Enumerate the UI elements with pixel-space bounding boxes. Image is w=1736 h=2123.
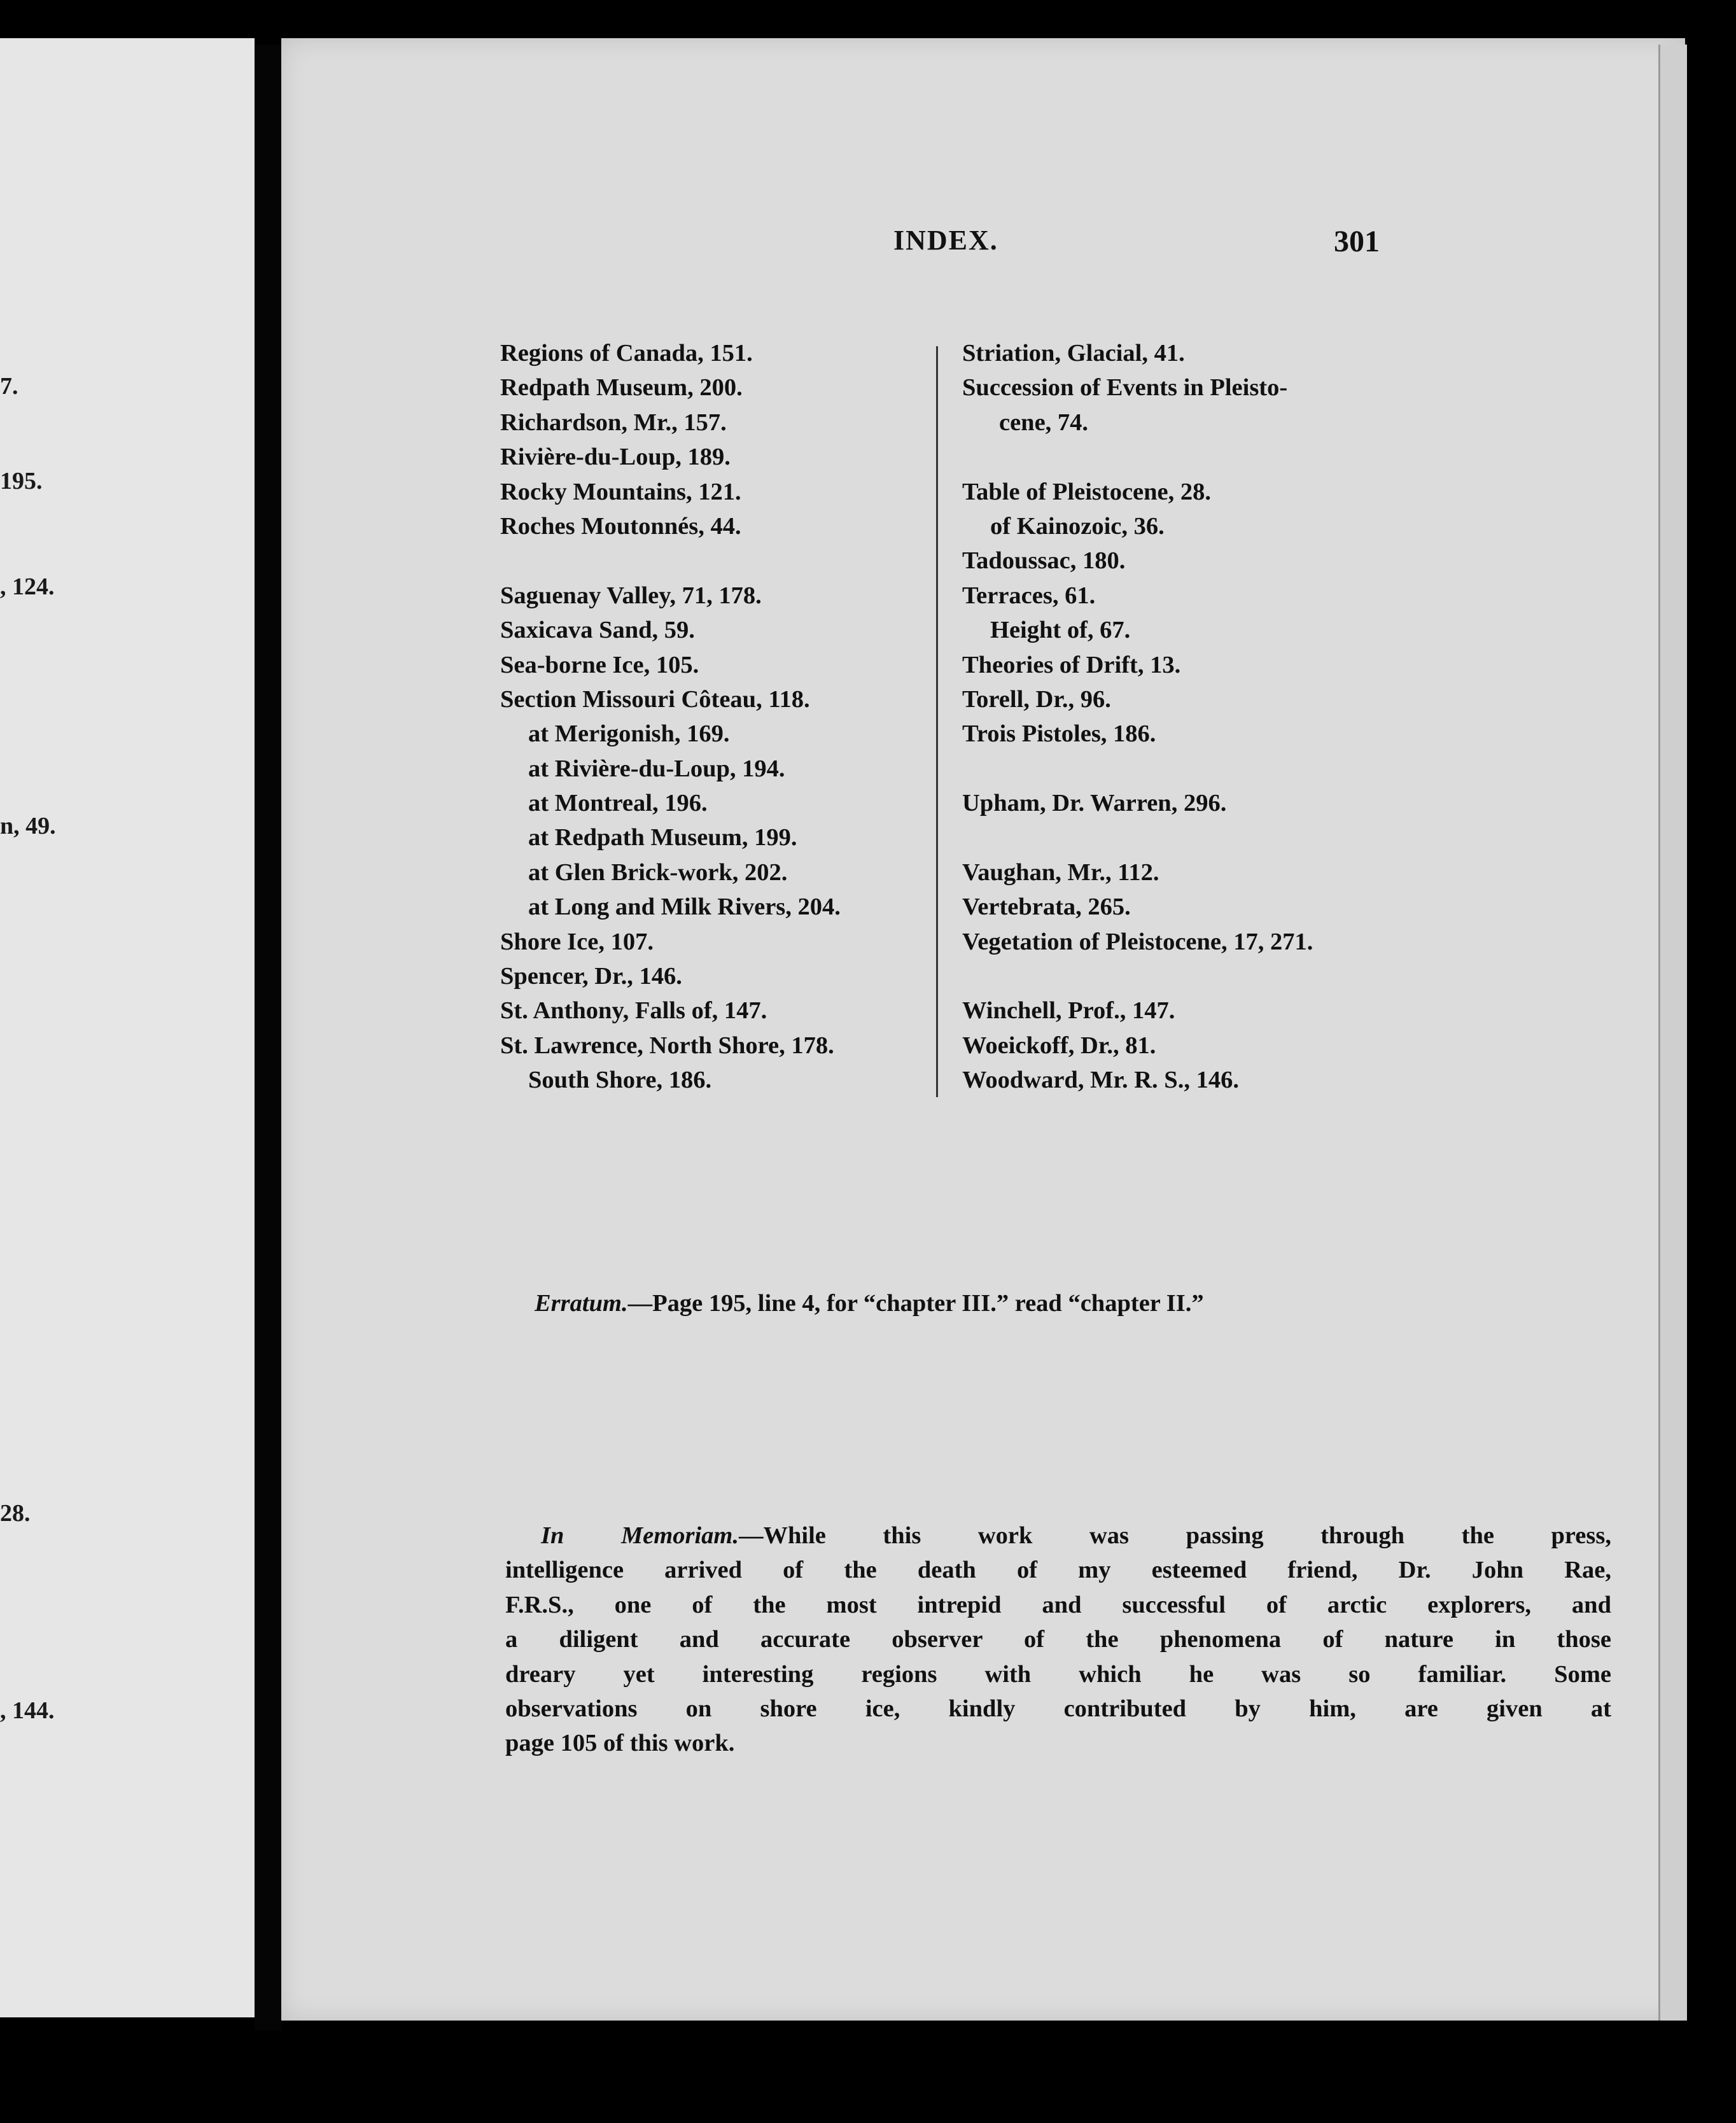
index-entry: St. Lawrence, North Shore, 178. — [500, 1032, 834, 1059]
previous-page — [0, 38, 255, 2017]
memoriam-line: dreary yet interesting regions with which he was so familiar. Some — [505, 1660, 1611, 1688]
memoriam-text: —While this work was passing through the press, — [738, 1522, 1611, 1549]
index-entry: Striation, Glacial, 41. — [962, 340, 1185, 367]
index-entry: Shore Ice, 107. — [500, 928, 654, 955]
memoriam-line: intelligence arrived of the death of my esteemed friend, Dr. John Rae, — [505, 1557, 1611, 1584]
index-entry: Section Missouri Côteau, 118. — [500, 685, 810, 713]
index-entry: Torell, Dr., 96. — [962, 685, 1111, 713]
index-subentry: at Glen Brick-work, 202. — [528, 858, 788, 886]
index-entry: Woeickoff, Dr., 81. — [962, 1032, 1156, 1059]
memoriam-label: In Memoriam. — [541, 1522, 739, 1549]
index-continuation: cene, 74. — [999, 409, 1089, 436]
index-entry: St. Anthony, Falls of, 147. — [500, 997, 767, 1025]
index-entry: Upham, Dr. Warren, 296. — [962, 790, 1227, 817]
memoriam-line: page 105 of this work. — [505, 1730, 735, 1757]
index-entry: Vertebrata, 265. — [962, 893, 1131, 921]
left-fragment: n, 49. — [0, 813, 56, 839]
index-entry: Vegetation of Pleistocene, 17, 271. — [962, 928, 1313, 955]
index-entry: Richardson, Mr., 157. — [500, 409, 727, 436]
index-gap — [962, 752, 1395, 786]
page-edge — [1658, 45, 1687, 2021]
index-entry: Roches Moutonnés, 44. — [500, 512, 741, 540]
index-entry: Tadoussac, 180. — [962, 547, 1126, 575]
memoriam-line — [505, 1518, 1611, 1553]
index-subentry: South Shore, 186. — [528, 1067, 712, 1094]
index-subentry: at Redpath Museum, 199. — [528, 824, 797, 851]
index-entry: Woodward, Mr. R. S., 146. — [962, 1067, 1239, 1094]
index-entry: Saguenay Valley, 71, 178. — [500, 582, 762, 609]
index-gap — [962, 959, 1395, 993]
index-entry: Sea-borne Ice, 105. — [500, 651, 699, 678]
erratum-text: —Page 195, line 4, for “chapter III.” read “chapter II.” — [627, 1290, 1204, 1317]
page-title: INDEX. — [893, 225, 998, 256]
index-subentry: at Merigonish, 169. — [528, 720, 730, 748]
index-entry: Vaughan, Mr., 112. — [962, 858, 1159, 886]
memoriam-line: observations on shore ice, kindly contributed by him, are given at — [505, 1695, 1611, 1722]
index-entry: Succession of Events in Pleisto- — [962, 374, 1288, 402]
page-header — [281, 224, 1685, 262]
index-gap — [962, 440, 1395, 474]
index-subentry: at Long and Milk Rivers, 204. — [528, 893, 841, 921]
index-entry: Saxicava Sand, 59. — [500, 617, 695, 644]
book-spine — [255, 45, 281, 2030]
left-fragment: 195. — [0, 468, 43, 494]
index-entry: Regions of Canada, 151. — [500, 340, 753, 367]
index-entry: Rivière-du-Loup, 189. — [500, 444, 731, 471]
index-entry: Trois Pistoles, 186. — [962, 720, 1156, 748]
left-fragment: 7. — [0, 373, 18, 400]
column-divider — [936, 346, 938, 1097]
index-entry: Spencer, Dr., 146. — [500, 963, 682, 990]
erratum-note — [535, 1289, 1655, 1317]
left-fragment: , 144. — [0, 1697, 55, 1724]
left-fragment: 28. — [0, 1500, 31, 1527]
index-gap — [962, 820, 1395, 855]
left-fragment: , 124. — [0, 573, 55, 600]
index-entry: Winchell, Prof., 147. — [962, 997, 1175, 1025]
index-gap — [500, 543, 933, 578]
index-column-left — [500, 336, 933, 1098]
page — [281, 38, 1685, 2021]
memoriam-line: a diligent and accurate observer of the phenomena of nature in those — [505, 1626, 1611, 1653]
erratum-label: Erratum. — [535, 1290, 628, 1317]
memoriam-paragraph — [505, 1518, 1611, 1761]
index-entry: Redpath Museum, 200. — [500, 374, 743, 402]
index-subentry: of Kainozoic, 36. — [990, 512, 1165, 540]
index-entry: Rocky Mountains, 121. — [500, 478, 741, 505]
index-entry: Terraces, 61. — [962, 582, 1096, 609]
index-subentry: Height of, 67. — [990, 617, 1131, 644]
page-number: 301 — [1334, 225, 1380, 258]
index-entry: Table of Pleistocene, 28. — [962, 478, 1212, 505]
memoriam-line: F.R.S., one of the most intrepid and successful of arctic explorers, and — [505, 1591, 1611, 1618]
index-subentry: at Rivière-du-Loup, 194. — [528, 755, 785, 782]
index-column-right — [962, 336, 1395, 1098]
index-subentry: at Montreal, 196. — [528, 790, 708, 817]
index-entry: Theories of Drift, 13. — [962, 651, 1181, 678]
